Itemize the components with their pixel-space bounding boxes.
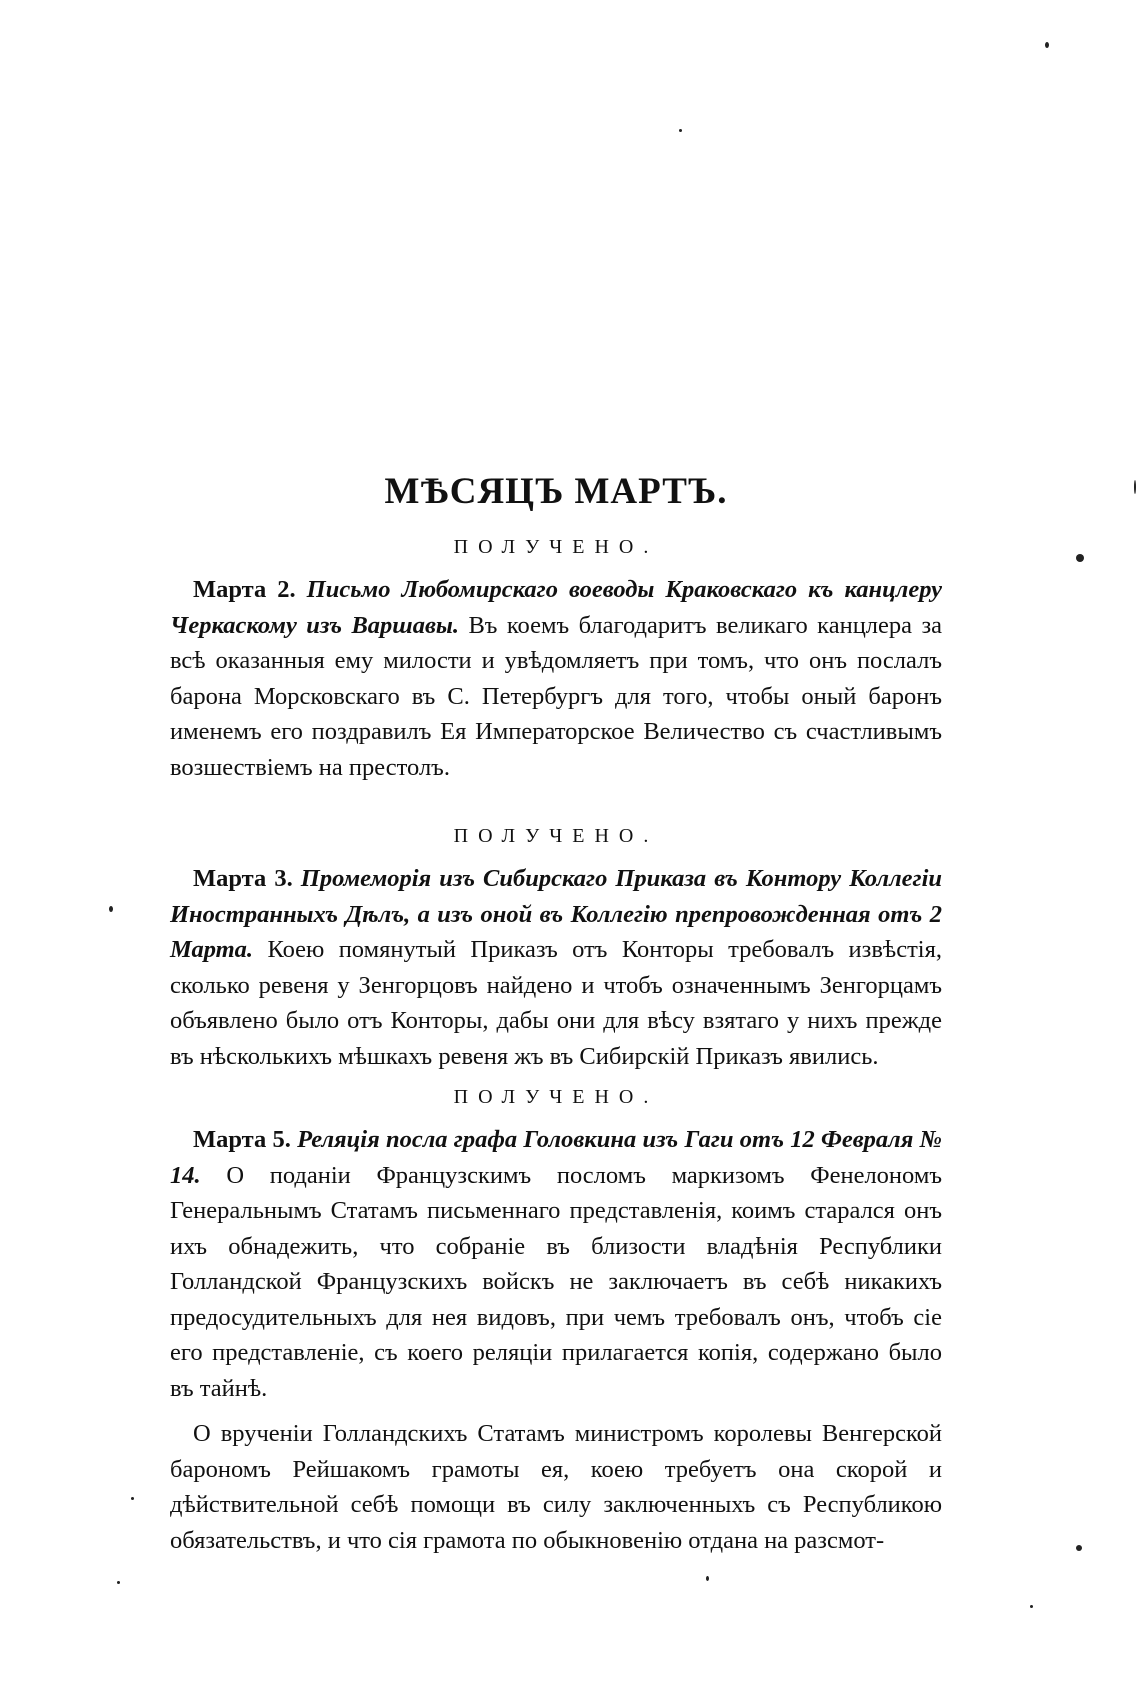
- entry-date: Марта 2.: [193, 576, 296, 604]
- entry: [170, 1416, 942, 1558]
- page-title: МѢСЯЦЪ МАРТЪ.: [384, 471, 728, 512]
- section-heading: ПОЛУЧЕНО.: [453, 825, 659, 848]
- entry-paragraph: [170, 861, 942, 1074]
- scan-speck: [1030, 1605, 1033, 1608]
- entry-body: О поданіи Французскимъ посломъ маркизомъ Фенелономъ Генеральнымъ Статамъ письменнаго представленія, коимъ старался онъ ихъ обнадежить, что собраніе въ близости владѣнія Республики Голландской Французскихъ войскъ не заключаетъ въ себѣ никакихъ предосудительныхъ для нея видовъ, при чемъ требовалъ онъ, чтобъ сіе его представленіе, съ коего реляціи прилагается копія, содержано было въ тайнѣ.: [170, 1161, 942, 1402]
- section-heading: ПОЛУЧЕНО.: [453, 1086, 659, 1109]
- entry-paragraph: [170, 1416, 942, 1558]
- entry-title: Письмо Любомирскаго воеводы Краковскаго къ канцлеру Черкаскому изъ Варшавы.: [170, 576, 942, 639]
- scan-speck: [1076, 554, 1084, 562]
- entry-title: Промеморія изъ Сибирскаго Приказа въ Контору Коллегіи Иностранныхъ Дѣлъ, а изъ оной въ Коллегію препровожденная отъ 2 Марта.: [170, 865, 943, 964]
- scan-speck: [1045, 42, 1049, 48]
- entry-body: Коею помянутый Приказъ отъ Конторы требовалъ извѣстія, сколько ревеня у Зенгорцовъ найдено и чтобъ означеннымъ Зенгорцамъ объявлено было отъ Конторы, дабы они для вѣсу взятаго у нихъ прежде въ нѣсколькихъ мѣшкахъ ревеня жъ въ Сибирскій Приказъ явились.: [170, 936, 943, 1070]
- entry-body: Въ коемъ благодаритъ великаго канцлера за всѣ оказанныя ему милости и увѣдомляетъ при томъ, что онъ послалъ барона Морсковскаго въ С. Петербургъ для того, чтобы оный баронъ именемъ его поздравилъ Ея Императорское Величество съ счастливымъ возшествіемъ на престолъ.: [170, 611, 943, 781]
- entry-body: О врученіи Голландскихъ Статамъ министромъ королевы Венгерской барономъ Рейшакомъ грамоты ея, коею требуетъ она скорой и дѣйствительной себѣ помощи въ силу заключенныхъ съ Республикою обязательствъ, и что сія грамота по обыкновенію отдана на разсмот-: [170, 1420, 942, 1554]
- scan-speck: [1076, 1545, 1082, 1551]
- entry-paragraph: [170, 1122, 942, 1406]
- entry-title: Реляція посла графа Головкина изъ Гаги отъ 12 Февраля № 14.: [170, 1126, 943, 1189]
- entry: [170, 861, 942, 1074]
- entry: [170, 572, 942, 785]
- entry-paragraph: [170, 572, 942, 785]
- scan-speck: [1134, 480, 1136, 494]
- scan-speck: [117, 1581, 120, 1584]
- page-content: [170, 470, 942, 1596]
- scan-speck: [131, 1497, 134, 1500]
- scan-speck: [109, 906, 113, 912]
- entry-date: Марта 5.: [193, 1126, 291, 1154]
- scan-speck: [679, 129, 682, 132]
- entry: [170, 1122, 942, 1406]
- entry-date: Марта 3.: [193, 865, 293, 893]
- section-heading: ПОЛУЧЕНО.: [453, 536, 659, 559]
